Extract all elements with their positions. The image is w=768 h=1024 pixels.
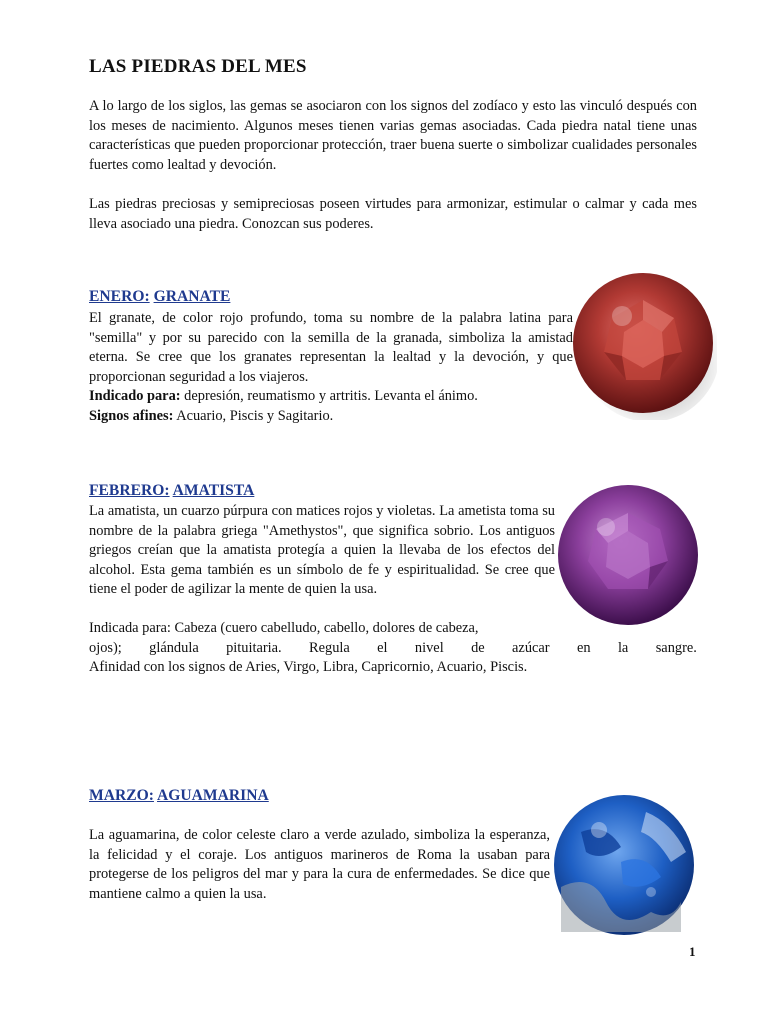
signos-label: Signos afines: [89,407,174,424]
section-heading-enero[interactable] [89,288,230,306]
heading-gem[interactable]: AGUAMARINA [157,787,269,804]
word: sangre. [655,639,697,656]
section-description: La aguamarina, de color celeste claro a verde azulado, simboliza la esperanza, la felicidad y el coraje. Los antiguos marineros de Roma la usaban para protegerse de los peligros del mar y para la cura de enfermedades. Se dice que mantiene calmo a quien la usa. [89,827,550,902]
section-description: El granate, de color rojo profundo, toma su nombre de la palabra latina para "semilla" y por su parecido con la semilla de la granada, simboliza la amistad eterna. Se cree que los granates representan la lealtad y la devoción, y que proporcionan seguridad a los viajeros. [89,310,573,385]
word: el [377,639,388,656]
signos-text: Acuario, Piscis y Sagitario. [176,407,334,424]
indicado-label: Indicado para: [89,388,181,404]
heading-gem[interactable]: AMATISTA [172,482,255,499]
section-heading-febrero[interactable] [89,482,254,500]
heading-month[interactable]: ENERO: [89,288,150,305]
indicada-line-2 [89,639,697,659]
signos-line [89,407,573,427]
page-title: LAS PIEDRAS DEL MES [89,56,307,77]
heading-month[interactable]: FEBRERO: [89,482,170,499]
section-description: La amatista, un cuarzo púrpura con matices rojos y violetas. La ametista toma su nombre de la palabra griega "Amethystos", que significa sobrio. Los antiguos griegos creían que la amatista protegía a quien la llevaba de los efectos del alcohol. Esta gema también es un símbolo de fe y espiritualidad. Se cree que tiene el poder de agilizar la mente de quien la usa. [89,503,555,597]
word: ojos); [89,639,122,656]
heading-gem[interactable]: GRANATE [153,288,231,305]
indicada-line-1: Indicada para: Cabeza (cuero cabelludo, cabello, dolores de cabeza, [89,620,479,636]
indicada-block [89,619,697,678]
afinidad-line: Afinidad con los signos de Aries, Virgo, Libra, Capricornio, Acuario, Piscis. [89,659,528,675]
word: la [617,639,629,656]
word: pituitaria. [226,639,282,656]
word: de [471,639,485,656]
intro-paragraph-1: A lo largo de los siglos, las gemas se asociaron con los signos del zodíaco y esto las vinculó después con los meses de nacimiento. Algunos meses tienen varias gemas asociadas. Cada piedra natal tiene unas características que pueden proporcionar protección, traer buena suerte o simbolizar cualidades personales fuertes como lealtad y devoción. [89,98,697,173]
indicado-line [89,387,573,407]
word: en [576,639,591,656]
word: Regula [309,639,350,656]
aquamarine-gem-image [551,792,697,938]
section-body-febrero [89,502,555,600]
intro-paragraph-2: Las piedras preciosas y semipreciosas poseen virtudes para armonizar, estimular o calmar y cada mes lleva asociado una piedra. Conozcan sus poderes. [89,196,697,232]
garnet-gem-image [570,270,717,420]
word: azúcar [512,639,550,656]
word: nivel [414,639,444,656]
section-body-enero [89,309,573,426]
page-number: 1 [689,944,696,959]
heading-month[interactable]: MARZO: [89,787,154,804]
amethyst-gem-image [556,483,700,627]
indicado-text: depresión, reumatismo y artritis. Levanta el ánimo. [184,388,478,404]
section-heading-marzo[interactable] [89,787,269,805]
word: glándula [149,639,199,656]
section-body-marzo [89,826,550,904]
